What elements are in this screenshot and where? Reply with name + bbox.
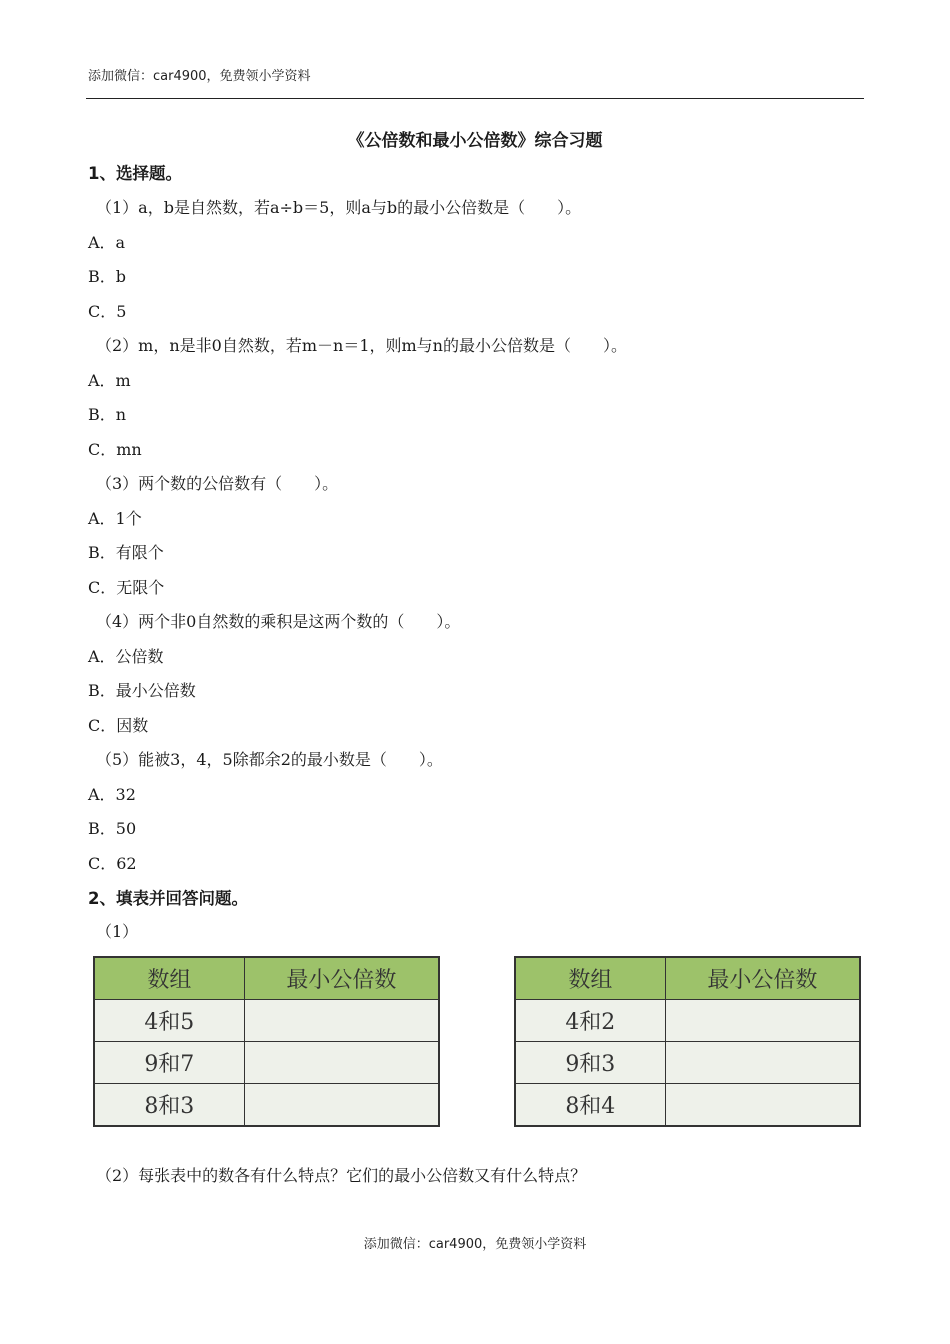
question-1-option-c: C．5	[88, 302, 127, 321]
table-cell-answer-blank	[244, 1000, 439, 1042]
question-5-stem: （5）能被3，4，5除都余2的最小数是（ ）。	[96, 750, 443, 769]
table-cell-number-pair: 4和5	[94, 1000, 244, 1042]
lcm-table-left	[93, 956, 440, 1127]
table-header-cell: 数组	[94, 957, 244, 1000]
section-2-sub-1: （1）	[96, 922, 139, 941]
question-3-option-c: C．无限个	[88, 578, 165, 597]
header-divider	[86, 98, 864, 99]
table-cell-number-pair: 8和3	[94, 1084, 244, 1127]
table-cell-number-pair: 8和4	[515, 1084, 665, 1127]
question-4-option-b: B．最小公倍数	[88, 681, 196, 700]
question-4-option-c: C．因数	[88, 716, 149, 735]
question-2-stem: （2）m，n是非0自然数，若m－n＝1，则m与n的最小公倍数是（ ）。	[96, 336, 627, 355]
question-1-stem: （1）a，b是自然数，若a÷b＝5，则a与b的最小公倍数是（ ）。	[96, 198, 582, 217]
table-header-cell: 最小公倍数	[665, 957, 860, 1000]
table-cell-number-pair: 4和2	[515, 1000, 665, 1042]
question-4-option-a: A．公倍数	[88, 647, 164, 666]
question-1-option-b: B．b	[88, 267, 127, 286]
table-cell-answer-blank	[665, 1000, 860, 1042]
lcm-table-right	[514, 956, 861, 1127]
question-2-option-a: A．m	[88, 371, 131, 390]
page-title: 《公倍数和最小公倍数》综合习题	[347, 131, 603, 151]
table-cell-answer-blank	[665, 1084, 860, 1127]
table-header-cell: 最小公倍数	[244, 957, 439, 1000]
section-1-heading: 1、选择题。	[88, 164, 182, 183]
question-2-option-b: B．n	[88, 405, 127, 424]
question-3-option-b: B．有限个	[88, 543, 164, 562]
header-note: 添加微信：car4900，免费领小学资料	[88, 69, 311, 84]
table-cell-number-pair: 9和7	[94, 1042, 244, 1084]
question-1-option-a: A．a	[88, 233, 126, 252]
question-5-option-a: A．32	[88, 785, 136, 804]
question-3-option-a: A．1个	[88, 509, 142, 528]
table-cell-answer-blank	[665, 1042, 860, 1084]
table-cell-number-pair: 9和3	[515, 1042, 665, 1084]
question-3-stem: （3）两个数的公倍数有（ ）。	[96, 474, 339, 493]
question-2-option-c: C．mn	[88, 440, 142, 459]
table-cell-answer-blank	[244, 1084, 439, 1127]
section-2-heading: 2、填表并回答问题。	[88, 889, 248, 908]
table-header-cell: 数组	[515, 957, 665, 1000]
table-cell-answer-blank	[244, 1042, 439, 1084]
question-5-option-b: B．50	[88, 819, 137, 838]
question-5-option-c: C．62	[88, 854, 137, 873]
footer-note: 添加微信：car4900，免费领小学资料	[363, 1237, 587, 1252]
section-2-sub-2: （2）每张表中的数各有什么特点？它们的最小公倍数又有什么特点？	[96, 1166, 587, 1185]
question-4-stem: （4）两个非0自然数的乘积是这两个数的（ ）。	[96, 612, 461, 631]
